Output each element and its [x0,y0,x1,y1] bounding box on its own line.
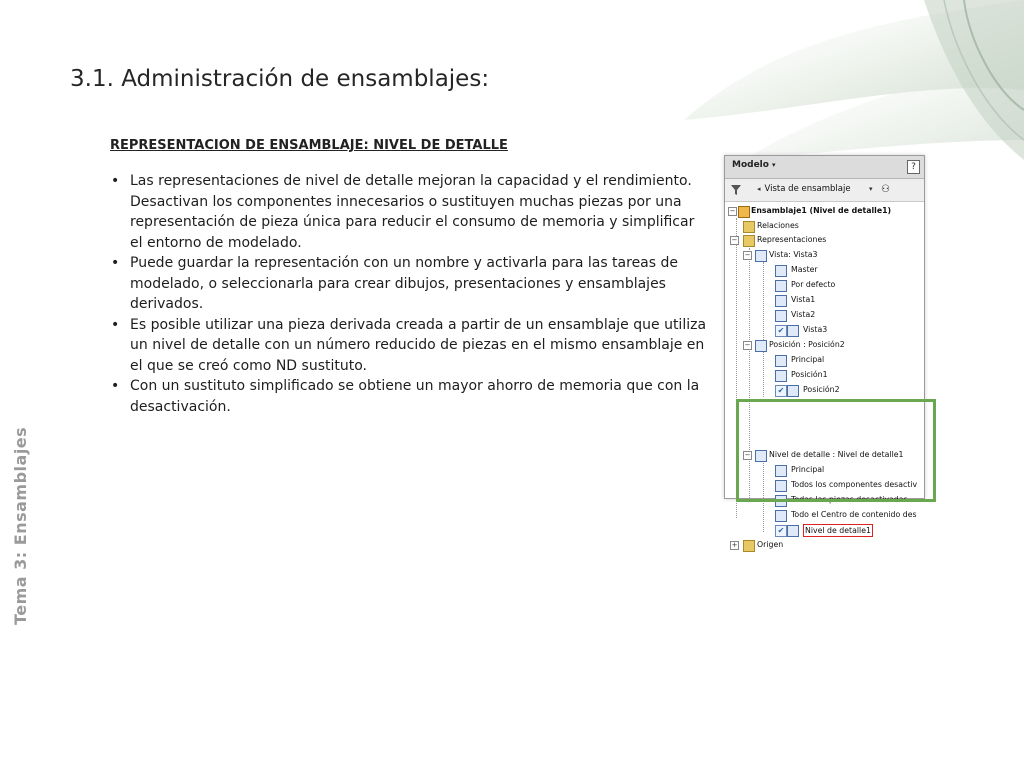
tree-guide-line [763,352,764,397]
bullet-item [110,171,710,253]
tree-row-label: Vista2 [791,310,816,319]
bullet-marker: • [111,378,120,394]
collapse-icon[interactable]: − [744,341,751,349]
view-selector-caret-icon[interactable]: ▾ [869,185,873,193]
position-rep-icon [775,370,787,382]
collapse-icon[interactable]: − [731,236,738,244]
view-rep-icon [775,280,787,292]
view-rep-icon [755,250,767,262]
assembly-icon [738,206,750,218]
tree-row-label: Relaciones [757,221,799,230]
tree-guide-line [763,457,764,532]
detail-level-icon [787,525,799,537]
panel-titlebar [725,156,924,179]
view-rep-icon [775,265,787,277]
bullet-item [110,376,710,417]
tree-row-label: Posición2 [803,385,840,394]
view-rep-icon [787,325,799,337]
tree-row-label: Posición : Posición2 [769,340,845,349]
folder-icon [743,221,755,233]
bullet-item [110,315,710,377]
bullet-marker: • [111,316,120,333]
tree-row-label: Todo el Centro de contenido des [791,510,917,519]
tree-guide-line [749,248,750,498]
filter-icon[interactable] [730,184,742,196]
view-selector-icon: ◂ [757,185,761,193]
help-icon[interactable]: ? [907,160,920,174]
detail-level-icon [775,465,787,477]
bullet-marker: • [111,255,120,271]
expand-icon[interactable]: + [731,541,738,549]
tree-row-label: Master [791,265,818,274]
tree-row-label: Origen [757,540,784,549]
section-heading: REPRESENTACION DE ENSAMBLAJE: NIVEL DE DETALLE [110,138,508,153]
bullet-item [110,253,710,315]
bullet-text: Puede guardar la representación con un nombre y activarla para las tareas de modelado, o seleccionarla para crear dibujos, presentaciones y ensamblajes derivados. [130,255,679,312]
active-check-icon: ✔ [775,385,787,397]
tree-row-label: Vista1 [791,295,816,304]
representations-folder-icon [743,235,755,247]
tree-row-label: Vista3 [803,325,828,334]
slide-title: 3.1. Administración de ensamblajes: [70,66,490,92]
bullet-text: Las representaciones de nivel de detalle mejoran la capacidad y el rendimiento. Desactivan los componentes innecesarios o sustituyen muchas piezas por una representación de pieza única para reducir el consumo de memoria y simplificar el entorno de modelado. [130,173,695,251]
tree-guide-line [763,262,764,342]
bullet-list [110,171,710,417]
folder-icon [743,540,755,552]
tree-row-label: Nivel de detalle : Nivel de detalle1 [769,450,904,459]
detail-level-icon [775,495,787,507]
collapse-icon[interactable]: − [729,207,736,215]
view-selector-label: Vista de ensamblaje [764,184,851,194]
bullet-text: Con un sustituto simplificado se obtiene un mayor ahorro de memoria que con la desactivación. [130,378,700,415]
detail-level-icon [775,480,787,492]
tree-row-label: Principal [791,355,825,364]
active-check-icon: ✔ [775,525,787,537]
tree-row-label: Vista: Vista3 [769,250,818,259]
tree-guide-line [736,218,737,518]
main-content [110,138,710,417]
tree-row-label: Posición1 [791,370,828,379]
position-rep-icon [787,385,799,397]
panel-title-dropdown[interactable] [732,160,775,170]
active-check-icon: ✔ [775,325,787,337]
tree-row-label: Todos los componentes desactiv [791,480,918,489]
bullet-text: Es posible utilizar una pieza derivada creada a partir de un ensamblaje que utiliza un nivel de detalle con un número reducido de piezas en el mismo ensamblaje en el que se creó como ND sustituto. [130,316,707,374]
view-rep-icon [775,295,787,307]
view-selector[interactable] [757,184,851,194]
dropdown-arrow-icon: ▾ [771,161,776,169]
side-section-label: Tema 3: Ensamblajes [11,426,30,625]
tree-row-label: Principal [791,465,825,474]
tree-row-label: Representaciones [757,235,827,244]
tree-row-label: Por defecto [791,280,836,289]
tree-row-label: Todas las piezas desactivadas [791,495,908,504]
view-rep-icon [775,310,787,322]
detail-level-icon [775,510,787,522]
panel-toolbar [725,179,924,202]
detail-level-icon [755,450,767,462]
tree-row-label: Ensamblaje1 (Nivel de detalle1) [751,206,892,215]
panel-title: Modelo [732,160,769,170]
position-rep-icon [755,340,767,352]
collapse-icon[interactable]: − [744,451,751,459]
collapse-icon[interactable]: − [744,251,751,259]
model-browser-panel [724,155,925,549]
position-rep-icon [775,355,787,367]
bullet-marker: • [111,173,120,189]
tree-row-label-editing[interactable]: Nivel de detalle1 [805,526,871,535]
binoculars-icon[interactable]: ⚇ [881,184,890,195]
